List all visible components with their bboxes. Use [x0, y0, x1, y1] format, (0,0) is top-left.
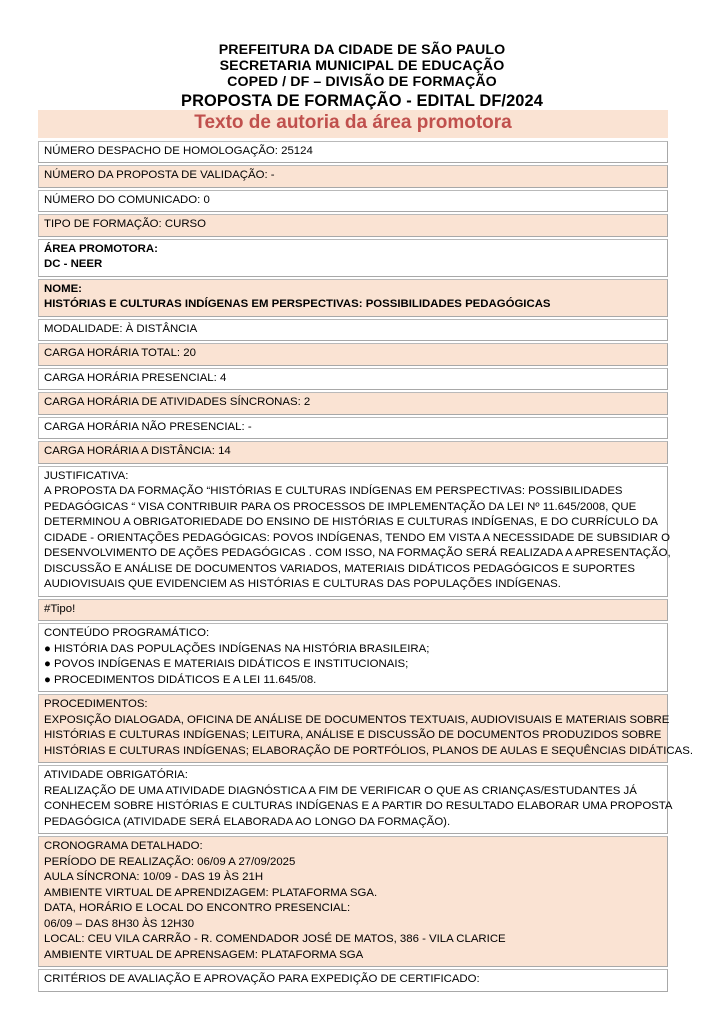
row-line: ATIVIDADE OBRIGATÓRIA: [44, 769, 188, 782]
row-line: TIPO DE FORMAÇÃO: CURSO [44, 218, 207, 231]
row-line: REALIZAÇÃO DE UMA ATIVIDADE DIAGNÓSTICA A FIM DE VERIFICAR O QUE AS CRIANÇAS/ESTUDANTES JÁ [44, 784, 637, 797]
row-line: NÚMERO DO COMUNICADO: 0 [44, 193, 210, 206]
table-row-nome-da-formacao [38, 279, 668, 317]
row-line: LOCAL: CEU VILA CARRÃO - R. COMENDADOR JOSÉ DE MATOS, 386 - VILA CLARICE [44, 933, 506, 946]
row-line: AULA SÍNCRONA: 10/09 - DAS 19 ÀS 21H [44, 871, 264, 884]
row-line: EXPOSIÇÃO DIALOGADA, OFICINA DE ANÁLISE DE DOCUMENTOS TEXTUAIS, AUDIOVISUAIS E MATERIAIS SOBRE [44, 713, 670, 726]
row-line: JUSTIFICATIVA: [44, 469, 129, 482]
row-line: CIDADE - ORIENTAÇÕES PEDAGÓGICAS: POVOS INDÍGENAS, TENDO EM VISTA A NECESSIDADE DE SUBSIDIAR O [44, 531, 670, 544]
row-line: NÚMERO DESPACHO DE HOMOLOGAÇÃO: 25124 [44, 144, 313, 157]
row-line: PEDAGÓGICA (ATIVIDADE SERÁ ELABORADA AO LONGO DA FORMAÇÃO). [44, 815, 451, 828]
document-header [0, 0, 724, 110]
row-line: HISTÓRIAS E CULTURAS INDÍGENAS EM PERSPECTIVAS: POSSIBILIDADES PEDAGÓGICAS [44, 298, 551, 311]
page-title: PROPOSTA DE FORMAÇÃO - EDITAL DF/2024 [181, 91, 543, 110]
header-line-coped: COPED / DF – DIVISÃO DE FORMAÇÃO [227, 74, 497, 91]
row-line: NOME: [44, 282, 82, 295]
table-row-modalidade [38, 319, 668, 342]
table-row-numero-comunicado [38, 190, 668, 213]
table-row-numero-proposta-validacao [38, 165, 668, 188]
row-line: PROCEDIMENTOS: [44, 698, 148, 711]
row-line: AMBIENTE VIRTUAL DE APRENDIZAGEM: PLATAFORMA SGA. [44, 886, 378, 899]
row-line: A PROPOSTA DA FORMAÇÃO “HISTÓRIAS E CULTURAS INDÍGENAS EM PERSPECTIVAS: POSSIBILIDADES [44, 485, 623, 498]
row-line: MODALIDADE: À DISTÂNCIA [44, 322, 198, 335]
row-line: CARGA HORÁRIA A DISTÂNCIA: 14 [44, 445, 231, 458]
row-line: PERÍODO DE REALIZAÇÃO: 06/09 A 27/09/2025 [44, 855, 296, 868]
row-line: DISCUSSÃO E ANÁLISE DE DOCUMENTOS VARIADOS, MATERIAIS DIDÁTICOS PEDAGÓGICOS E SUPORTES [44, 562, 635, 575]
row-line: CRONOGRAMA DETALHADO: [44, 840, 203, 853]
table-row-conteudo-programatico [38, 623, 668, 692]
row-line: CARGA HORÁRIA DE ATIVIDADES SÍNCRONAS: 2 [44, 396, 311, 409]
proposal-table [38, 141, 693, 992]
row-line: NÚMERO DA PROPOSTA DE VALIDAÇÃO: - [44, 169, 275, 182]
row-line: DESENVOLVIMENTO DE AÇÕES PEDAGÓGICAS . COM ISSO, NA FORMAÇÃO SERÁ REALIZADA A APRESENTAÇÃO, [44, 547, 671, 560]
header-line-secretaria: SECRETARIA MUNICIPAL DE EDUCAÇÃO [219, 58, 505, 75]
row-line: ● POVOS INDÍGENAS E MATERIAIS DIDÁTICOS E INSTITUCIONAIS; [44, 658, 409, 671]
row-line: ● HISTÓRIA DAS POPULAÇÕES INDÍGENAS NA HISTÓRIA BRASILEIRA; [44, 642, 430, 655]
row-line: CARGA HORÁRIA NÃO PRESENCIAL: - [44, 420, 252, 433]
row-line: CONTEÚDO PROGRAMÁTICO: [44, 627, 210, 640]
table-row-area-promotora [38, 239, 668, 277]
table-row-carga-horaria-atividades-sincronas [38, 392, 668, 415]
header-line-prefeitura: PREFEITURA DA CIDADE DE SÃO PAULO [218, 42, 506, 58]
table-row-carga-horaria-presencial [38, 368, 668, 391]
table-row-numero-despacho-homologacao [38, 141, 668, 164]
table-row-tipo-de-formacao [38, 214, 668, 237]
row-line: HISTÓRIAS E CULTURAS INDÍGENAS; ELABORAÇÃO DE PORTFÓLIOS, PLANOS DE AULAS E SEQUÊNCIAS DIDÁTICAS. [44, 744, 693, 757]
row-line: #Tipo! [44, 602, 76, 615]
table-row-carga-horaria-total [38, 343, 668, 366]
row-line: 06/09 – DAS 8H30 ÀS 12H30 [44, 917, 195, 930]
banner-texto-autoria: Texto de autoria da área promotora [38, 110, 668, 138]
table-row-atividade-obrigatoria [38, 765, 673, 834]
row-line: CARGA HORÁRIA PRESENCIAL: 4 [44, 371, 227, 384]
row-line: DC - NEER [44, 258, 103, 271]
row-line: AMBIENTE VIRTUAL DE APRENSAGEM: PLATAFORMA SGA [44, 948, 364, 961]
table-row-carga-horaria-nao-presencial [38, 417, 668, 440]
row-line: HISTÓRIAS E CULTURAS INDÍGENAS; LEITURA, ANÁLISE E DISCUSSÃO DE DOCUMENTOS PRODUZIDOS SOBRE [44, 729, 662, 742]
row-line: PEDAGÓGICAS “ VISA CONTRIBUIR PARA OS PROCESSOS DE IMPLEMENTAÇÃO DA LEI Nº 11.645/2008, QUE [44, 500, 637, 513]
table-row-justificativa [38, 466, 671, 597]
table-row-cronograma-detalhado [38, 836, 668, 967]
row-line: DATA, HORÁRIO E LOCAL DO ENCONTRO PRESENCIAL: [44, 902, 351, 915]
table-row-tipo-error [38, 599, 668, 622]
table-row-procedimentos [38, 694, 693, 763]
row-line: CRITÉRIOS DE AVALIAÇÃO E APROVAÇÃO PARA EXPEDIÇÃO DE CERTIFICADO: [44, 973, 480, 986]
row-line: AUDIOVISUAIS QUE EVIDENCIEM AS HISTÓRIAS E CULTURAS DAS POPULAÇÕES INDÍGENAS. [44, 578, 561, 591]
table-row-carga-horaria-a-distancia [38, 441, 668, 464]
row-line: CARGA HORÁRIA TOTAL: 20 [44, 347, 196, 360]
row-line: ÁREA PROMOTORA: [44, 242, 158, 255]
row-line: ● PROCEDIMENTOS DIDÁTICOS E A LEI 11.645/08. [44, 673, 317, 686]
row-line: DETERMINOU A OBRIGATORIEDADE DO ENSINO DE HISTÓRIAS E CULTURAS INDÍGENAS, E DO CURRÍCULO DA [44, 516, 658, 529]
table-row-criterios-avaliacao [38, 969, 668, 992]
row-line: CONHECEM SOBRE HISTÓRIAS E CULTURAS INDÍGENAS E A PARTIR DO RESULTADO ELABORAR UMA PROPOSTA [44, 800, 673, 813]
